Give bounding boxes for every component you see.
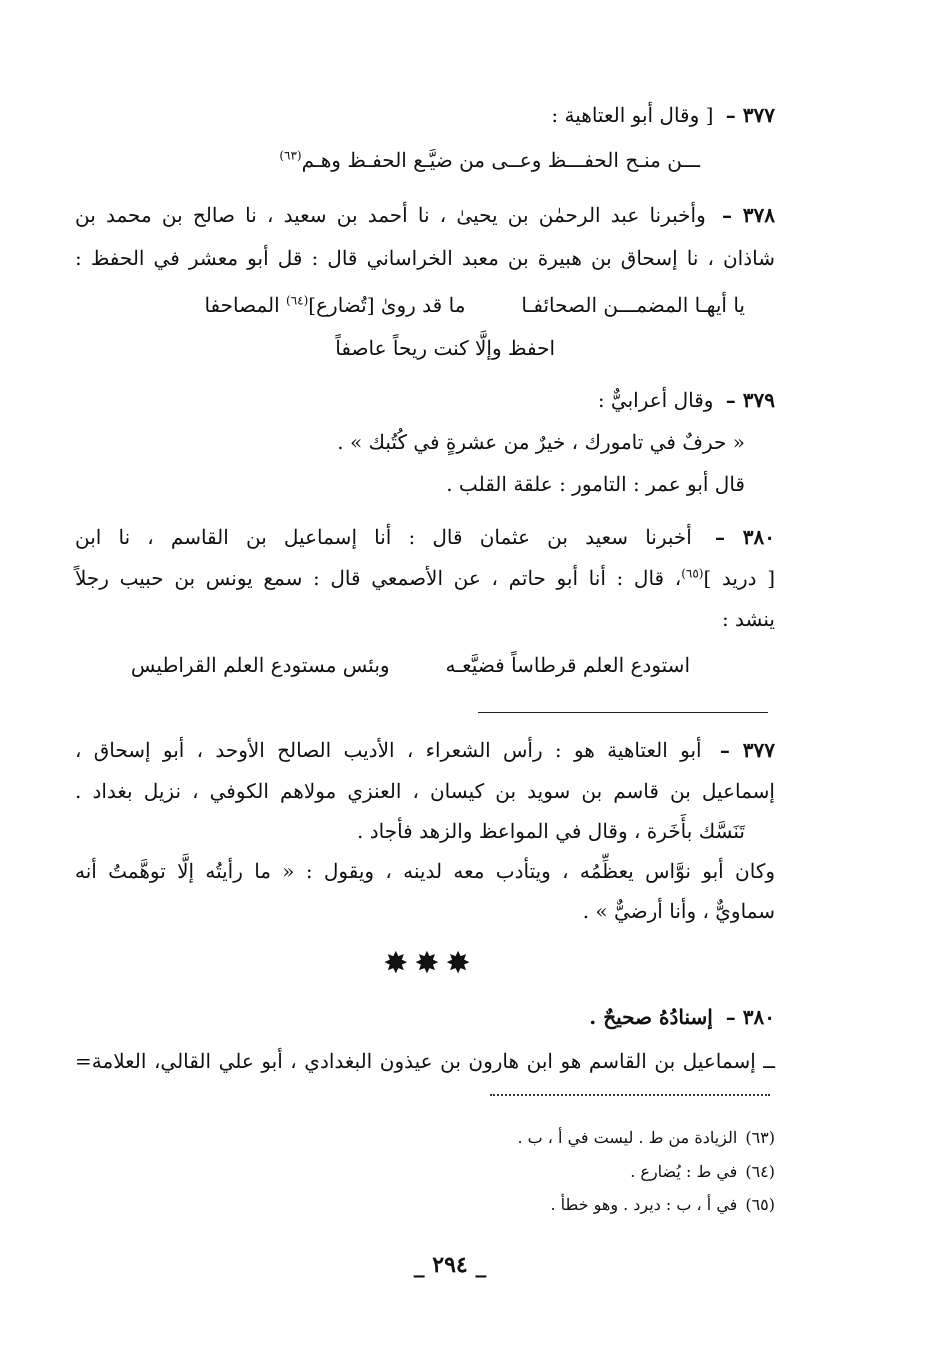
separator-rule bbox=[478, 712, 768, 713]
page-number: _ ٢٩٤ _ bbox=[413, 1252, 487, 1278]
commentary-377-line-2: إسماعيل بن قاسم بن سويد بن كيسان ، العنزي مولاهم الكوفي ، نزيل بغداد . bbox=[75, 779, 775, 803]
entry-text: وقال أعرابيٌّ : bbox=[597, 388, 714, 412]
entry-379-note: قال أبو عمر : التامور : علقة القلب . bbox=[446, 472, 745, 496]
footnote-ref: (٦٤) bbox=[286, 293, 309, 308]
verse-hemistich: يا أيهـا المضمـــن الصحائفـا bbox=[521, 293, 745, 317]
entry-number: ٣٨٠ – bbox=[715, 525, 776, 549]
entry-377-line bbox=[551, 100, 775, 130]
footnote-ref: (٦٣) bbox=[279, 148, 302, 163]
verse-377 bbox=[279, 145, 700, 175]
entry-378-line-1 bbox=[75, 200, 775, 230]
entry-number: ٣٧٨ – bbox=[721, 203, 776, 227]
entry-number: ٣٨٠ – bbox=[725, 1005, 775, 1029]
entry-text: وأخبرنا عبد الرحمٰن بن يحيىٰ ، نا أحمد بن سعيد ، نا صالح بن محمد بن bbox=[75, 203, 706, 227]
entry-text: أخبرنا سعيد بن عثمان قال : أنا إسماعيل بن القاسم ، نا ابن bbox=[75, 525, 692, 549]
entry-379-line bbox=[598, 385, 775, 415]
entry-379-quote: « حرفٌ في تامورك ، خيرٌ من عشرةٍ في كُتُبك » . bbox=[337, 430, 745, 454]
verse-hemistich: ما قد روىٰ [تُضارع]$^{(٦٤)}$ المصاحفا bbox=[204, 293, 466, 317]
commentary-380-line-1: ٣٨٠ – إسنادُهُ صحيحٌ . bbox=[589, 1005, 775, 1029]
entry-380-line-1 bbox=[75, 522, 775, 552]
footnote-separator bbox=[490, 1094, 770, 1096]
verse-hemistich: وبئس مستودع العلم القراطيس bbox=[130, 653, 390, 677]
footnote-65: (٦٥)في أ ، ب : ديرد . وهو خطأ . bbox=[550, 1195, 775, 1214]
entry-number: ٣٧٧ – bbox=[725, 103, 775, 127]
verse-378-2: احفظ وإلَّا كنت ريحاً عاصفاً bbox=[335, 336, 555, 360]
commentary-377-line-1: ٣٧٧ – أبو العتاهية هو : رأس الشعراء ، الأديب الصالح الأوحد ، أبو إسحاق ، bbox=[75, 738, 775, 762]
entry-378-line-2: شاذان ، نا إسحاق بن هبيرة بن معبد الخراساني قال : قل أبو معشر في الحفظ : bbox=[75, 246, 775, 270]
entry-number: ٣٧٧ – bbox=[719, 738, 775, 762]
section-divider-stars: ✸✸✸ bbox=[383, 946, 477, 981]
commentary-377-line-3: تَنَسَّك بأَخَرة ، وقال في المواعظ والزهد فأجاد . bbox=[356, 819, 745, 843]
commentary-380-line-2: ــ إسماعيل بن القاسم هو ابن هارون بن عيذون البغدادي ، أبو علي القالي، العلامة= bbox=[75, 1049, 775, 1073]
footnote-63: (٦٣)الزيادة من ط . ليست في أ ، ب . bbox=[517, 1128, 775, 1147]
entry-number: ٣٧٩ – bbox=[725, 388, 775, 412]
entry-text: [ وقال أبو العتاهية : bbox=[551, 103, 714, 127]
footnote-ref: (٦٥) bbox=[681, 566, 704, 581]
commentary-377-line-4: وكان أبو نوَّاس يعظِّمُه ، ويتأدب معه لدينه ، ويقول : « ما رأيتُه إلَّا توهَّمتُ أنه bbox=[75, 859, 775, 883]
verse-hemistich: استودع العلم قرطاساً فضيَّعـه bbox=[445, 653, 690, 677]
footnote-64: (٦٤)في ط : يُضارع . bbox=[630, 1162, 775, 1181]
verse-text: ـــن منـح الحفـــظ وعــى من ضيَّـع الحفـظ وهـم bbox=[301, 148, 700, 172]
commentary-377-line-5: سماويٌّ ، وأنا أرضيٌّ » . bbox=[582, 899, 775, 923]
verse-378-1 bbox=[204, 290, 745, 320]
entry-380-line-3: ينشد : bbox=[721, 607, 775, 631]
verse-380 bbox=[131, 650, 690, 680]
entry-380-line-2: [ دريد ]$^{(٦٥)}$، قال : أنا أبو حاتم ، عن الأصمعي قال : سمع يونس بن حبيب رجلاً bbox=[75, 566, 775, 590]
